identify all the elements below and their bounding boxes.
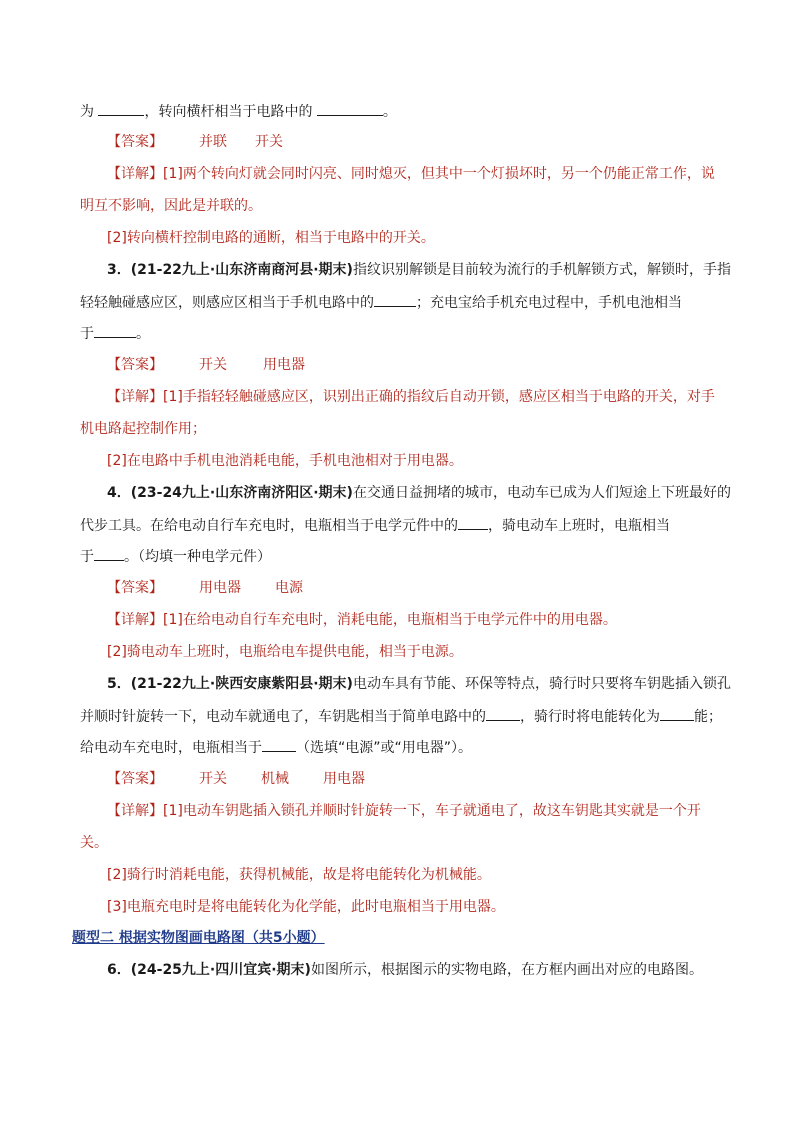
question-text: 于	[80, 326, 94, 342]
answer-line	[107, 769, 754, 789]
question-6-line-1	[107, 960, 754, 980]
question-5-line-2	[80, 706, 754, 727]
detail-text: [1]电动车钥匙插入锁孔并顺时针旋转一下，车子就通电了，故这车钥匙其实就是一个开	[163, 803, 701, 819]
detail-text: [3]电瓶充电时是将电能转化为化学能，此时电瓶相当于用电器。	[107, 899, 505, 915]
answer-value: 用电器	[199, 580, 241, 596]
detail-tag: 【详解】	[107, 803, 163, 819]
answer-blank	[262, 737, 296, 752]
answer-tag: 【答案】	[107, 134, 163, 150]
question-3-line-1	[107, 260, 754, 280]
detail-line	[107, 387, 754, 407]
detail-text: [1]手指轻轻触碰感应区，识别出正确的指纹后自动开锁，感应区相当于电路的开关，对手	[163, 389, 715, 405]
detail-line	[107, 801, 754, 821]
detail-text: [2]骑行时消耗电能，获得机械能，故是将电能转化为机械能。	[107, 867, 491, 883]
detail-line	[80, 833, 754, 853]
question-number: 4．	[107, 485, 131, 501]
answer-tag: 【答案】	[107, 771, 163, 787]
detail-text: 关。	[80, 835, 108, 851]
detail-tag: 【详解】	[107, 389, 163, 405]
text: ，转向横杆相当于电路中的	[144, 104, 317, 120]
detail-line	[107, 610, 754, 630]
answer-value: 开关	[255, 134, 283, 150]
question-text: （选填“电源”或“用电器”）。	[296, 740, 473, 756]
question-text: 在交通日益拥堵的城市，电动车已成为人们短途上下班最好的	[352, 485, 731, 501]
detail-tag: 【详解】	[107, 612, 163, 628]
detail-text: 机电路起控制作用；	[80, 421, 206, 437]
answer-blank	[94, 323, 136, 338]
answer-blank	[458, 515, 488, 530]
detail-text: [1]在给电动自行车充电时，消耗电能，电瓶相当于电学元件中的用电器。	[163, 612, 617, 628]
question-text: 轻轻触碰感应区，则感应区相当于手机电路中的	[80, 295, 374, 311]
question-3-line-3	[80, 323, 754, 344]
question-text: 。	[136, 326, 150, 342]
question-text: 给电动车充电时，电瓶相当于	[80, 740, 262, 756]
answer-blank	[98, 101, 144, 116]
question-text: 。（均填一种电学元件）	[124, 549, 271, 565]
question-text: 于	[80, 549, 94, 565]
question-source: (21-22九上·陕西安康紫阳县·期末)	[130, 676, 353, 692]
answer-blank	[317, 101, 383, 116]
detail-line	[107, 451, 754, 471]
question-4-line-3	[80, 546, 754, 567]
question-source: (21-22九上·山东济南商河县·期末)	[130, 262, 353, 278]
question-4-line-2	[80, 515, 754, 536]
answer-blank	[374, 292, 416, 307]
question-text: 并顺时针旋转一下，电动车就通电了，车钥匙相当于简单电路中的	[80, 709, 486, 725]
detail-line	[107, 865, 754, 885]
answer-tag: 【答案】	[107, 357, 163, 373]
detail-line	[107, 642, 754, 662]
question-number: 5．	[107, 676, 131, 692]
question-5-line-3	[80, 737, 754, 758]
detail-line	[107, 164, 754, 184]
detail-line	[80, 419, 754, 439]
question-text: 电动车具有节能、环保等特点，骑行时只要将车钥匙插入锁孔	[352, 676, 731, 692]
detail-text: 明互不影响，因此是并联的。	[80, 198, 262, 214]
question-text: ，骑电动车上班时，电瓶相当	[488, 518, 670, 534]
question-text: 代步工具。在给电动自行车充电时，电瓶相当于电学元件中的	[80, 518, 458, 534]
question-3-line-2	[80, 292, 754, 313]
answer-line	[107, 132, 754, 152]
text: 为	[80, 104, 99, 120]
question-text: 能；	[694, 709, 722, 725]
answer-tag: 【答案】	[107, 580, 163, 596]
answer-blank	[486, 706, 520, 721]
question-text: 如图所示，根据图示的实物电路，在方框内画出对应的电路图。	[310, 962, 703, 978]
answer-value: 开关	[199, 771, 227, 787]
question-source: (23-24九上·山东济南济阳区·期末)	[130, 485, 353, 501]
answer-value: 机械	[261, 771, 289, 787]
detail-tag: 【详解】	[107, 166, 163, 182]
answer-value: 用电器	[263, 357, 305, 373]
question-source: (24-25九上·四川宜宾·期末)	[130, 962, 311, 978]
answer-blank	[660, 706, 694, 721]
detail-line	[80, 196, 754, 216]
detail-text: [2]骑电动车上班时，电瓶给电车提供电能，相当于电源。	[107, 644, 463, 660]
question-number: 6．	[107, 962, 131, 978]
question-text: 指纹识别解锁是目前较为流行的手机解锁方式，解锁时，手指	[352, 262, 731, 278]
question-4-line-1	[107, 483, 754, 503]
question-5-line-1	[107, 674, 754, 694]
question-text: ，骑行时将电能转化为	[520, 709, 660, 725]
answer-value: 并联	[199, 134, 227, 150]
detail-text: [2]在电路中手机电池消耗电能，手机电池相对于用电器。	[107, 453, 463, 469]
answer-line	[107, 578, 754, 598]
detail-line	[107, 228, 754, 248]
detail-text: [2]转向横杆控制电路的通断，相当于电路中的开关。	[107, 230, 435, 246]
answer-value: 用电器	[323, 771, 365, 787]
q2-tail-line	[80, 101, 754, 122]
answer-value: 电源	[275, 580, 303, 596]
question-number: 3．	[107, 262, 131, 278]
text: 。	[382, 104, 397, 120]
answer-blank	[94, 546, 124, 561]
answer-line	[107, 355, 754, 375]
detail-line	[107, 897, 754, 917]
question-text: ；充电宝给手机充电过程中，手机电池相当	[416, 295, 682, 311]
detail-text: [1]两个转向灯就会同时闪亮、同时熄灭，但其中一个灯损坏时，另一个仍能正常工作，说	[163, 166, 715, 182]
answer-value: 开关	[199, 357, 227, 373]
section-heading: 题型二 根据实物图画电路图（共5小题）	[72, 930, 325, 946]
